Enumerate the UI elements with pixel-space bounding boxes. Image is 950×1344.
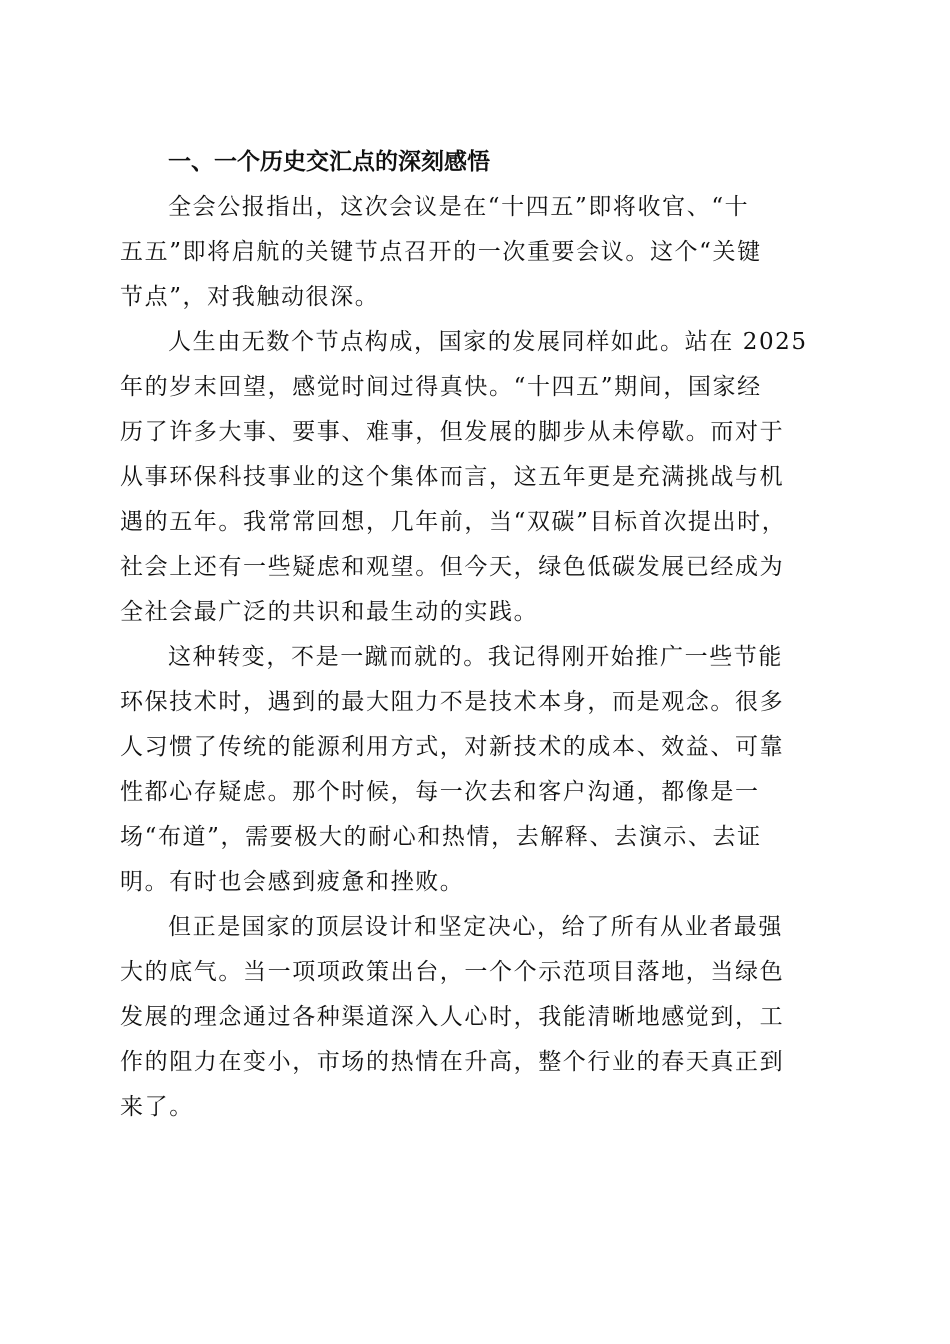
paragraph-4 [120,905,832,1130]
paragraph-line: 社会上还有一些疑虑和观望。但今天，绿色低碳发展已经成为 [120,554,785,580]
paragraph-line: 全社会最广泛的共识和最生动的实践。 [120,599,539,625]
section-heading: 一、一个历史交汇点的深刻感悟 [168,149,490,175]
paragraph-line: 遇的五年。我常常回想，几年前，当“双碳”目标首次提出时， [120,509,787,535]
paragraph-line: 节点”，对我触动很深。 [120,284,380,310]
paragraph-line: 全会公报指出，这次会议是在“十四五”即将收官、“十 [168,194,750,220]
paragraph-1 [120,185,832,320]
paragraph-line: 明。有时也会感到疲惫和挫败。 [120,869,465,895]
paragraph-line: 发展的理念通过各种渠道深入人心时，我能清晰地感觉到，工 [120,1004,785,1030]
paragraph-line: 这种转变，不是一蹴而就的。我记得刚开始推广一些节能 [168,644,783,670]
paragraph-line: 人习惯了传统的能源利用方式，对新技术的成本、效益、可靠 [120,734,785,760]
paragraph-line: 年的岁末回望，感觉时间过得真快。“十四五”期间，国家经 [120,374,762,400]
paragraph-line: 五五”即将启航的关键节点召开的一次重要会议。这个“关键 [120,239,762,265]
paragraph-line: 场“布道”，需要极大的耐心和热情，去解释、去演示、去证 [120,824,762,850]
paragraph-line: 大的底气。当一项项政策出台，一个个示范项目落地，当绿色 [120,959,785,985]
document-body [120,140,832,1130]
paragraph-2 [120,320,832,635]
paragraph-line: 来了。 [120,1094,194,1120]
paragraph-line: 但正是国家的顶层设计和坚定决心，给了所有从业者最强 [168,914,783,940]
paragraph-line: 从事环保科技事业的这个集体而言，这五年更是充满挑战与机 [120,464,785,490]
paragraph-line: 环保技术时，遇到的最大阻力不是技术本身，而是观念。很多 [120,689,785,715]
paragraph-line: 人生由无数个节点构成，国家的发展同样如此。站在 2025 [168,329,808,355]
paragraph-line: 性都心存疑虑。那个时候，每一次去和客户沟通，都像是一 [120,779,760,805]
paragraph-line: 作的阻力在变小，市场的热情在升高，整个行业的春天真正到 [120,1049,785,1075]
paragraph-line: 历了许多大事、要事、难事，但发展的脚步从未停歇。而对于 [120,419,785,445]
paragraph-3 [120,635,832,905]
